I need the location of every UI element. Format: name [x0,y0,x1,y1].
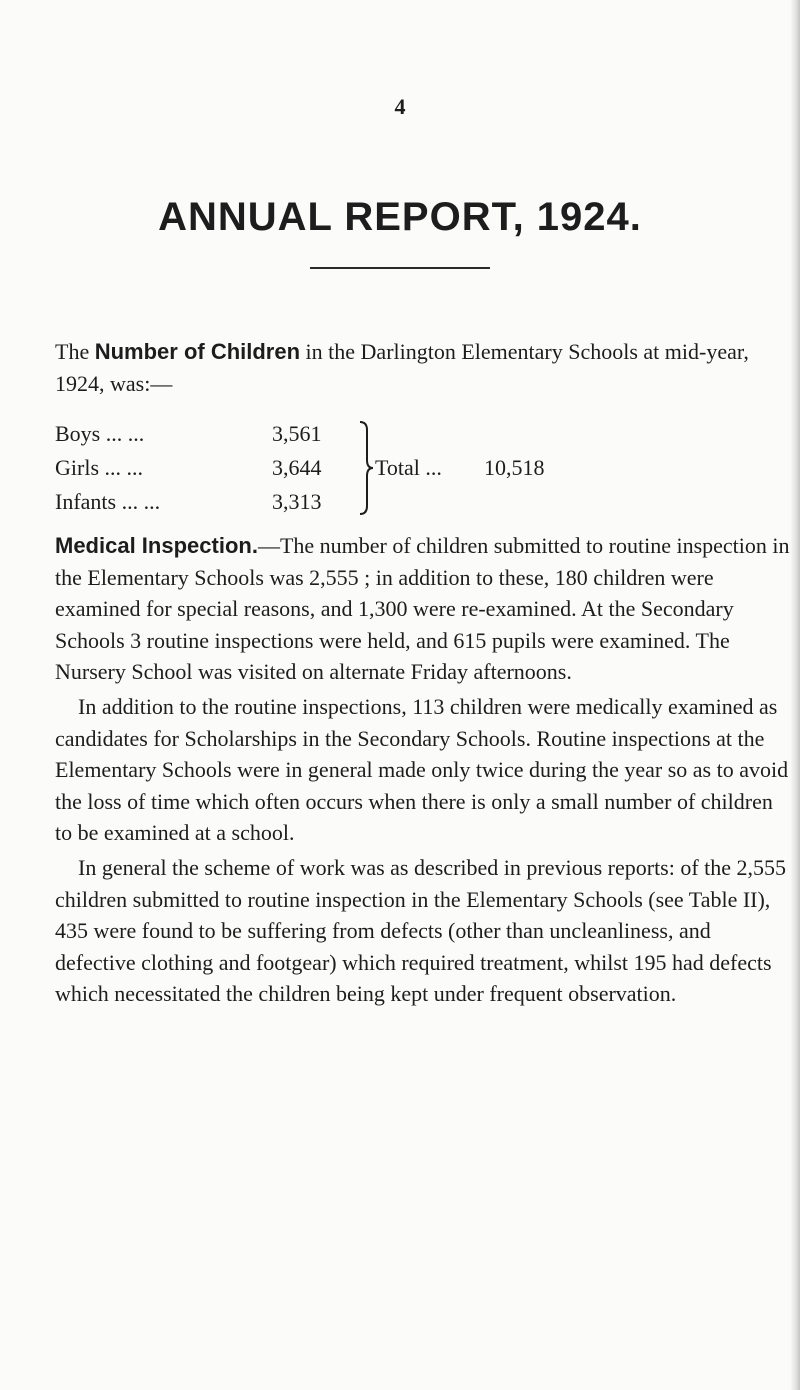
total-label: Total ... [375,455,442,480]
count-value: 3,644 [272,455,322,480]
count-value: 3,313 [272,489,322,514]
number-of-children-heading: Number of Children [94,339,301,364]
intro-lead: The [55,339,95,364]
count-value: 3,561 [272,421,322,446]
medical-inspection-paragraph [55,530,790,688]
children-count-table [55,418,755,518]
title-divider [310,267,490,269]
general-scheme-paragraph: In general the scheme of work was as described in previous reports: of the 2,555 children submitted to routine inspection in the Elementary Schools (see Table II), 435 were found to be suffering from defects (other than uncleanliness, and defective clothing and footgear) which required treatment, whilst 195 had defects which necessitated the children being kept under frequent observation. [55,855,787,1006]
intro-paragraph [55,336,790,399]
page-number: 4 [394,94,406,119]
medical-inspection-text: —The number of children submitted to routine inspection in the Elementary Schools was 2,555 ; in addition to these, 180 children were examined for special reasons, and 1,300 were re-examined. At the Secondary Schools 3 routine inspections were held, and 615 pupils were examined. The Nursery School was visited on alternate Friday afternoons. [55,533,790,684]
scholarship-paragraph: In addition to the routine inspections, 113 children were medically examined as candidates for Scholarships in the Secondary Schools. Routine inspections at the Elementary Schools were in general made only twice during the year so as to avoid the loss of time which often occurs when there is only a small number of children to be examined at a school. [55,694,789,845]
right-brace [358,420,374,516]
count-label: Infants ... ... [55,489,161,514]
count-label: Boys ... ... [55,421,145,446]
total-value: 10,518 [484,455,545,480]
intro-text: in the Darlington Elementary Schools at mid-year, 1924, was:— [55,339,749,396]
medical-inspection-heading: Medical Inspection. [55,533,258,558]
report-title: ANNUAL REPORT, 1924. [158,195,642,239]
count-label: Girls ... ... [55,455,143,480]
